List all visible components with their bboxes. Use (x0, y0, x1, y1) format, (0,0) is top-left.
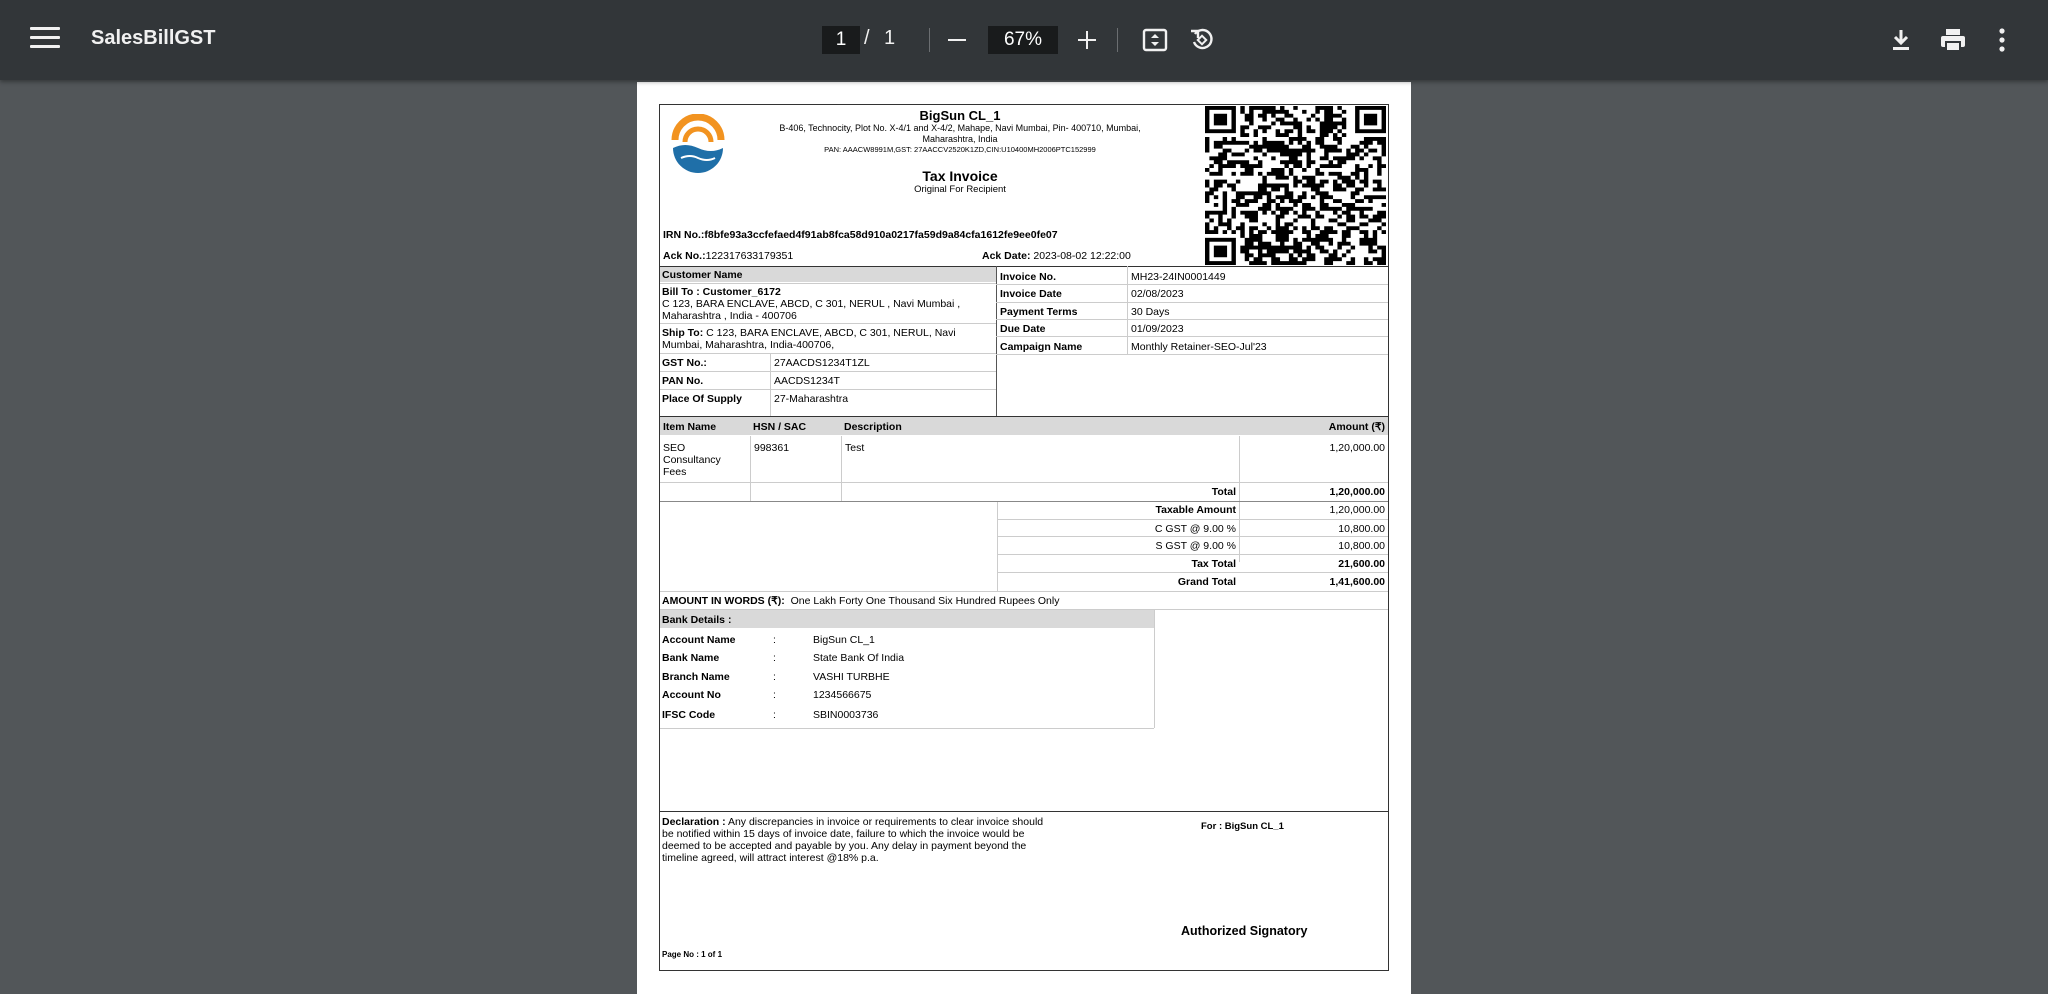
account-name-label: Account Name (662, 634, 736, 646)
amount-in-words-label: AMOUNT IN WORDS (₹): (662, 595, 785, 607)
declaration-label: Declaration : (662, 816, 726, 828)
item-description: Test (845, 442, 865, 454)
row-line (996, 319, 1388, 320)
item-name-3: Fees (663, 466, 687, 478)
fit-page-icon[interactable] (1142, 27, 1168, 53)
page-number: Page No : 1 of 1 (662, 950, 723, 959)
due-date-value: 01/09/2023 (1131, 323, 1184, 335)
payment-terms-value: 30 Days (1131, 306, 1170, 318)
qr-code (1205, 106, 1386, 265)
pdf-page[interactable] (637, 82, 1411, 994)
account-no-value: 1234566675 (813, 689, 872, 701)
irn-number: IRN No.:f8bfe93a3ccfefaed4f91ab8fca58d910a0217fa59d9a84cfa1612fe9ee0fe07 (663, 229, 1058, 241)
invoice-subtitle: Original For Recipient (914, 184, 1006, 195)
company-address-2: Maharashtra, India (922, 134, 998, 144)
declaration-text-4: timeline agreed, will attract interest @18% p.a. (662, 852, 879, 864)
ack-number-value: 122317633179351 (705, 250, 794, 262)
item-name-header: Item Name (663, 421, 717, 433)
col-line (1239, 436, 1240, 562)
more-icon[interactable] (1992, 27, 2012, 53)
row-line (997, 554, 1388, 555)
bank-header-band (660, 610, 1154, 628)
invoice-document (659, 104, 1389, 971)
invoice-title: Tax Invoice (922, 168, 998, 184)
print-icon[interactable] (1939, 27, 1967, 53)
col-line (841, 436, 842, 502)
row-line (997, 536, 1388, 537)
col-line (1127, 266, 1128, 354)
pdf-toolbar (0, 0, 2048, 80)
zoom-out-icon (948, 39, 966, 41)
col-line (750, 436, 751, 502)
company-logo (667, 114, 729, 176)
company-header (760, 108, 1160, 195)
download-icon[interactable] (1888, 27, 1914, 53)
colon: : (773, 689, 776, 701)
amount-header: Amount (₹) (1328, 421, 1385, 433)
declaration (662, 816, 1043, 828)
sgst-label: S GST @ 9.00 % (1155, 540, 1236, 552)
colon: : (773, 652, 776, 664)
campaign-name-label: Campaign Name (1000, 341, 1083, 353)
ship-to-address-2: Mumbai, Maharashtra, India-400706, (662, 339, 835, 351)
branch-name-value: VASHI TURBHE (813, 671, 890, 683)
row-line (660, 591, 1388, 592)
place-of-supply-label: Place Of Supply (662, 393, 742, 405)
colon: : (773, 634, 776, 646)
colon: : (773, 671, 776, 683)
bill-to-address-2: Maharashtra , India - 400706 (662, 310, 797, 322)
row-line (660, 482, 1388, 483)
declaration-text-2: be notified within 15 days of invoice date, failure to which the invoice would be (662, 828, 1025, 840)
row-line (996, 284, 1388, 285)
for-company: For : BigSun CL_1 (1201, 821, 1284, 832)
place-of-supply-value: 27-Maharashtra (774, 393, 849, 405)
ack-date-value: 2023-08-02 12:22:00 (1033, 250, 1131, 262)
amount-in-words-value: One Lakh Forty One Thousand Six Hundred Rupees Only (790, 595, 1060, 607)
ack-number (663, 250, 793, 262)
bank-name-value: State Bank Of India (813, 652, 905, 664)
col-line (1154, 610, 1155, 728)
menu-icon[interactable] (30, 27, 60, 53)
page-separator: / (864, 27, 870, 49)
divider (996, 266, 997, 416)
row-line (660, 501, 1388, 502)
item-name: SEO (663, 442, 686, 454)
sgst-value: 10,800.00 (1338, 540, 1385, 552)
branch-name-label: Branch Name (662, 671, 730, 683)
row-line (997, 572, 1388, 573)
bank-details-heading: Bank Details : (662, 614, 732, 626)
description-header: Description (844, 421, 902, 433)
cgst-value: 10,800.00 (1338, 523, 1385, 535)
item-amount: 1,20,000.00 (1329, 442, 1385, 454)
row-line (996, 354, 1388, 355)
bank-name-label: Bank Name (662, 652, 720, 664)
ifsc-code-label: IFSC Code (662, 709, 716, 721)
item-hsn: 998361 (754, 442, 790, 454)
customer-name-label: Customer Name (662, 269, 743, 281)
bill-to-label: Bill To : (662, 286, 700, 298)
ifsc-code-value: SBIN0003736 (813, 709, 879, 721)
authorized-signatory: Authorized Signatory (1181, 924, 1308, 938)
cgst-label: C GST @ 9.00 % (1154, 523, 1236, 535)
col-line (997, 502, 998, 592)
invoice-no-label: Invoice No. (1000, 271, 1057, 283)
ship-to-label: Ship To: (662, 327, 704, 339)
gst-value: 27AACDS1234T1ZL (774, 357, 870, 369)
row-line (997, 519, 1388, 520)
amount-in-words (662, 595, 1059, 607)
invoice-no-value: MH23-24IN0001449 (1131, 271, 1226, 283)
col-line (770, 353, 771, 416)
invoice-date-label: Invoice Date (1000, 288, 1062, 300)
hsn-header: HSN / SAC (753, 421, 807, 433)
taxable-amount-value: 1,20,000.00 (1329, 504, 1385, 516)
company-name: BigSun CL_1 (919, 108, 1001, 123)
document-title: SalesBillGST (91, 27, 216, 49)
ack-date (982, 250, 1131, 262)
divider (660, 811, 1388, 812)
ship-to-address: C 123, BARA ENCLAVE, ABCD, C 301, NERUL, Navi (706, 327, 956, 339)
company-address: B-406, Technocity, Plot No. X-4/1 and X-4/2, Mahape, Navi Mumbai, Pin- 400710, Mumbai, (779, 123, 1141, 133)
payment-terms-label: Payment Terms (1000, 306, 1078, 318)
row-line (660, 353, 996, 354)
total-label: Total (1211, 486, 1236, 498)
grand-total-value: 1,41,600.00 (1329, 576, 1385, 588)
bill-to-name: Customer_6172 (702, 286, 781, 298)
zoom-in-icon-stroke (1086, 31, 1088, 49)
account-no-label: Account No (662, 689, 721, 701)
tax-total-label: Tax Total (1191, 558, 1236, 570)
row-line (660, 371, 996, 372)
colon: : (773, 709, 776, 721)
row-line (996, 336, 1388, 337)
declaration-text: Any discrepancies in invoice or requirements to clear invoice should (727, 816, 1044, 828)
ack-number-label: Ack No.: (663, 250, 706, 262)
company-tax-ids: PAN: AAACW8991M,GST: 27AACCV2520K1ZD,CIN:U10400MH2006PTC152999 (824, 145, 1096, 154)
pan-value: AACDS1234T (774, 375, 840, 387)
bill-to (662, 286, 781, 298)
bill-to-address: C 123, BARA ENCLAVE, ABCD, C 301, NERUL , Navi Mumbai , (662, 298, 961, 310)
zoom-out-button[interactable] (940, 28, 974, 52)
page-total: 1 (884, 27, 896, 49)
ack-date-label: Ack Date: (982, 250, 1031, 262)
account-name-value: BigSun CL_1 (813, 634, 875, 646)
toolbar-divider (929, 28, 930, 52)
page-number-input[interactable]: 1 (822, 26, 860, 54)
taxable-amount-label: Taxable Amount (1155, 504, 1236, 516)
ship-to (662, 327, 956, 339)
pan-label: PAN No. (662, 375, 704, 387)
tax-total-value: 21,600.00 (1338, 558, 1385, 570)
campaign-name-value: Monthly Retainer-SEO-Jul'23 (1131, 341, 1267, 353)
gst-label: GST No.: (662, 357, 707, 369)
row-line (996, 302, 1388, 303)
total-value: 1,20,000.00 (1329, 486, 1385, 498)
item-name-2: Consultancy (663, 454, 721, 466)
row-line (660, 389, 996, 390)
due-date-label: Due Date (1000, 323, 1046, 335)
row-line (660, 728, 1154, 729)
row-line (660, 283, 996, 284)
declaration-text-3: deemed to be accepted and payable by you. Any delay in payment beyond the (662, 840, 1027, 852)
toolbar-divider (1117, 28, 1118, 52)
row-line (660, 323, 996, 324)
invoice-date-value: 02/08/2023 (1131, 288, 1184, 300)
grand-total-label: Grand Total (1177, 576, 1236, 588)
zoom-in-button[interactable] (1070, 28, 1104, 52)
rotate-icon[interactable] (1189, 27, 1215, 53)
zoom-level-input[interactable]: 67% (988, 26, 1058, 54)
